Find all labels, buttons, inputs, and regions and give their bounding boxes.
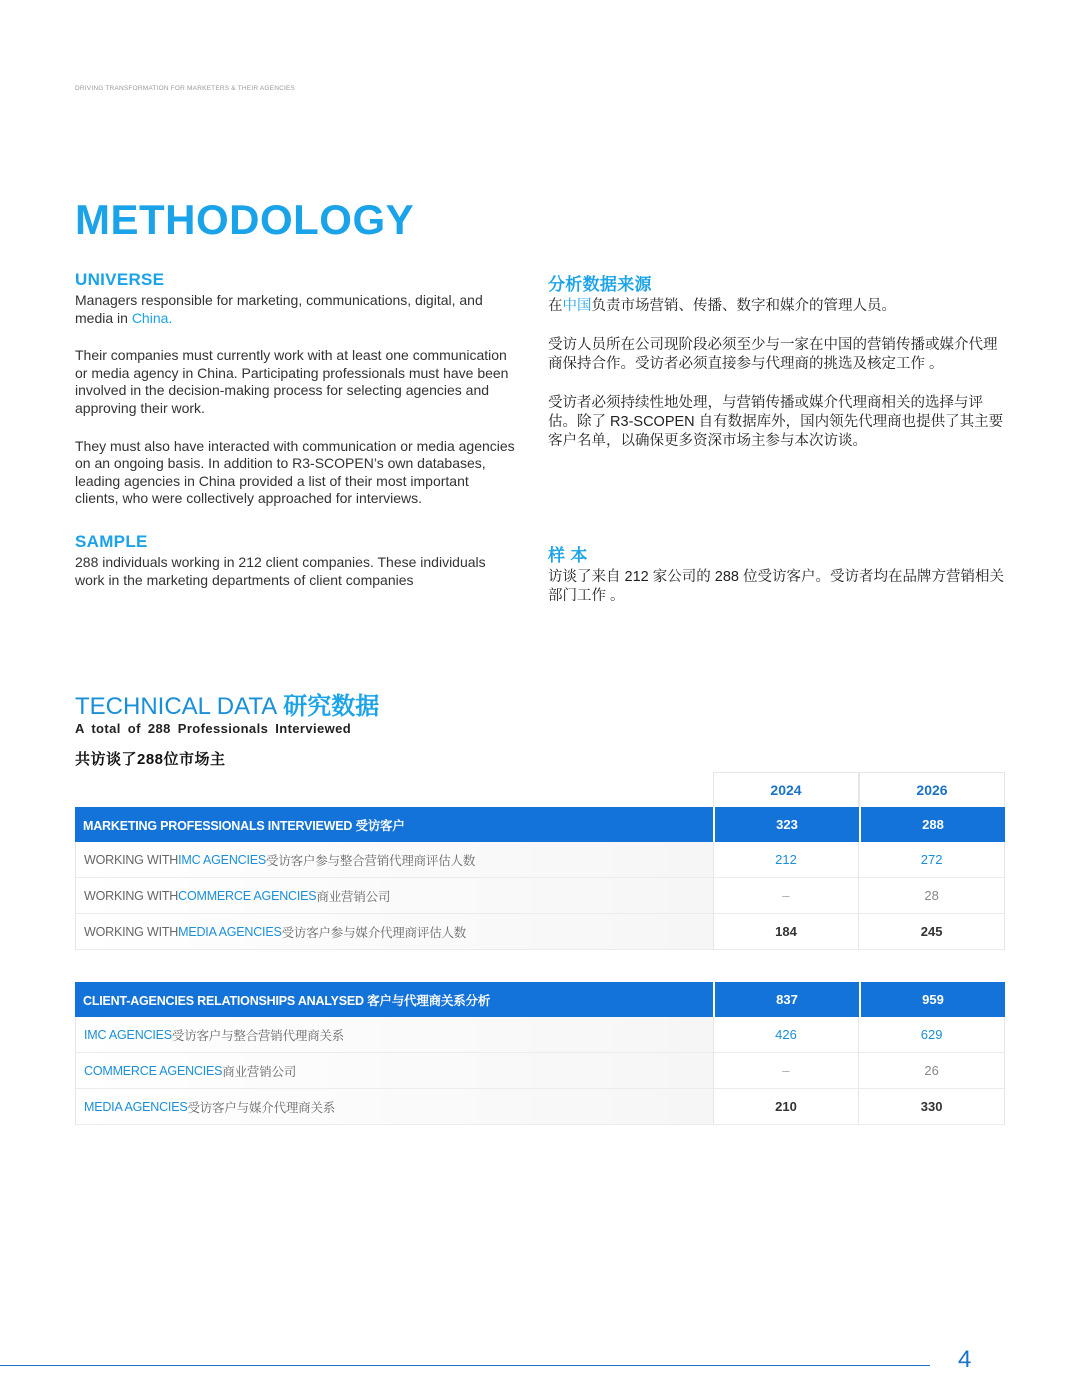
value-2024: 323 [713, 807, 859, 842]
table-row [76, 842, 1004, 878]
table-row [76, 878, 1004, 914]
table-row [76, 914, 1004, 950]
sample-heading-zh: 样 本 [548, 546, 588, 565]
value-2024: 426 [713, 1017, 859, 1052]
value-2026: 288 [859, 807, 1005, 842]
relationships-table [75, 982, 1005, 1125]
source-paragraph-2: 受访人员所在公司现阶段必须至少与一家在中国的营销传播或媒介代理商保持合作。受访者必须直接参与代理商的挑选及核定工作 。 [548, 337, 998, 372]
source-paragraph-3: 受访者必须持续性地处理，与营销传播或媒介代理商相关的选择与评估。除了 R3-SCOPEN 自有数据库外，国内领先代理商也提供了其主要客户名单，以确保更多资深市场主参与本次访谈。 [548, 395, 1004, 449]
row-label: IMC AGENCIES 受访客户与整合营销代理商关系 [76, 1017, 713, 1052]
professionals-table [75, 807, 1005, 950]
technical-subtitle-zh: 共访谈了288位市场主 [75, 751, 226, 768]
year-header-row [75, 772, 1005, 807]
value-2024: 212 [713, 842, 859, 877]
value-2024: 210 [713, 1089, 859, 1124]
value-2026: 629 [858, 1017, 1004, 1052]
universe-heading: UNIVERSE [75, 270, 165, 289]
row-label: WORKING WITH COMMERCE AGENCIES 商业营销公司 [76, 878, 713, 913]
table-header-row [75, 982, 1005, 1017]
table-row [76, 1017, 1004, 1053]
row-label: CLIENT-AGENCIES RELATIONSHIPS ANALYSED 客户与代理商关系分析 [75, 982, 713, 1017]
row-label: MARKETING PROFESSIONALS INTERVIEWED 受访客户 [75, 807, 713, 842]
china-highlight-zh: 中国 [562, 298, 592, 314]
year-2024-header: 2024 [713, 772, 859, 807]
sample-heading: SAMPLE [75, 531, 148, 551]
row-label: WORKING WITH IMC AGENCIES 受访客户参与整合营销代理商评估人数 [76, 842, 713, 877]
row-label: MEDIA AGENCIES 受访客户与媒介代理商关系 [76, 1089, 713, 1124]
row-label: WORKING WITH MEDIA AGENCIES 受访客户参与媒介代理商评估人数 [76, 914, 713, 949]
page-title: METHODOLOGY [75, 196, 415, 243]
technical-data-title: TECHNICAL DATA 研究数据 [75, 693, 380, 720]
header-tagline: DRIVING TRANSFORMATION FOR MARKETERS & THEIR AGENCIES [75, 85, 296, 92]
sample-paragraph-zh: 访谈了来自 212 家公司的 288 位受访客户。受访者均在品牌方营销相关部门工作 。 [548, 569, 1004, 604]
technical-subtitle-en: A total of 288 Professionals Interviewed [75, 721, 352, 736]
row-label: COMMERCE AGENCIES 商业营销公司 [76, 1053, 713, 1088]
table-row [76, 1053, 1004, 1089]
table-header-row [75, 807, 1005, 842]
universe-paragraph-1: Managers responsible for marketing, communications, digital, and media in China. [75, 292, 483, 326]
universe-paragraph-2: Their companies must currently work with at least one communication or media agency in China. Participating professionals must have been involved in the decision-making process for selecting agencies and approving their work. [75, 347, 509, 416]
table-row [76, 1089, 1004, 1125]
sample-paragraph: 288 individuals working in 212 client companies. These individuals work in the marketing departments of client companies [75, 553, 486, 588]
value-2026: 330 [858, 1089, 1004, 1124]
value-2024: – [713, 1053, 859, 1088]
footer-divider [0, 1365, 930, 1366]
value-2024: 837 [713, 982, 859, 1017]
value-2024: 184 [713, 914, 859, 949]
source-heading: 分析数据来源 [548, 275, 652, 294]
value-2026: 28 [858, 878, 1004, 913]
value-2026: 26 [858, 1053, 1004, 1088]
chinese-column [548, 270, 1008, 606]
value-2024: – [713, 878, 859, 913]
year-2026-header: 2026 [859, 772, 1005, 807]
page-number: 4 [958, 1346, 972, 1373]
china-highlight: China. [131, 309, 173, 326]
source-paragraph-1: 在中国负责市场营销、传播、数字和媒介的管理人员。 [548, 298, 896, 314]
value-2026: 272 [858, 842, 1004, 877]
value-2026: 959 [859, 982, 1005, 1017]
value-2026: 245 [858, 914, 1004, 949]
universe-paragraph-3: They must also have interacted with communication or media agencies on an ongoing basis. In addition to R3-SCOPEN’s own databases, leading agencies in China provided a list of their most important clients, who were collectively approached for interviews. [75, 437, 515, 507]
english-column [75, 270, 515, 589]
